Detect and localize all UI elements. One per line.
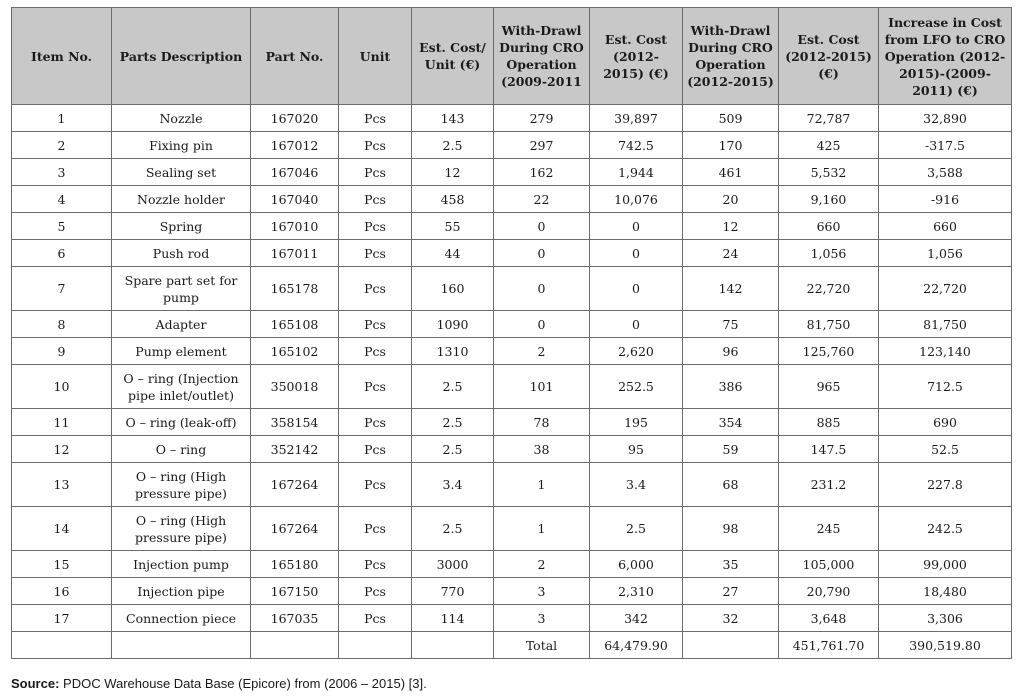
table-cell: 165180 — [251, 551, 339, 578]
table-cell: 10 — [12, 365, 112, 409]
table-cell: 8 — [12, 311, 112, 338]
table-cell: -916 — [879, 186, 1012, 213]
table-cell: Pcs — [339, 463, 412, 507]
table-cell: 10,076 — [590, 186, 683, 213]
table-row — [12, 311, 1012, 338]
column-header: Unit — [339, 8, 412, 105]
table-cell: 142 — [683, 267, 779, 311]
cost-table-container — [11, 7, 1011, 659]
table-cell: 7 — [12, 267, 112, 311]
table-cell: 13 — [12, 463, 112, 507]
table-row — [12, 507, 1012, 551]
table-cell: 354 — [683, 409, 779, 436]
table-cell: 16 — [12, 578, 112, 605]
total-cell: 451,761.70 — [779, 632, 879, 659]
table-cell: 458 — [412, 186, 494, 213]
table-cell: 2.5 — [412, 409, 494, 436]
table-cell: 0 — [494, 311, 590, 338]
table-row — [12, 551, 1012, 578]
table-cell: 350018 — [251, 365, 339, 409]
table-cell: 1 — [494, 463, 590, 507]
table-cell: 160 — [412, 267, 494, 311]
table-cell: Nozzle — [112, 105, 251, 132]
table-cell: 690 — [879, 409, 1012, 436]
table-cell: 0 — [590, 267, 683, 311]
table-cell: 425 — [779, 132, 879, 159]
table-cell: 59 — [683, 436, 779, 463]
table-cell: 2.5 — [412, 436, 494, 463]
table-cell: 0 — [494, 240, 590, 267]
table-cell: 3,306 — [879, 605, 1012, 632]
table-cell: 81,750 — [879, 311, 1012, 338]
table-cell: 3000 — [412, 551, 494, 578]
table-row — [12, 338, 1012, 365]
table-cell: Pcs — [339, 132, 412, 159]
table-cell: 358154 — [251, 409, 339, 436]
table-cell: -317.5 — [879, 132, 1012, 159]
column-header: Est. Cost/ Unit (€) — [412, 8, 494, 105]
table-cell: O – ring — [112, 436, 251, 463]
table-cell: 167264 — [251, 507, 339, 551]
table-cell: 3,648 — [779, 605, 879, 632]
table-cell: 2,620 — [590, 338, 683, 365]
table-cell: 11 — [12, 409, 112, 436]
table-cell: 68 — [683, 463, 779, 507]
table-row — [12, 132, 1012, 159]
table-cell: Pcs — [339, 159, 412, 186]
table-cell: Sealing set — [112, 159, 251, 186]
table-cell: 2 — [494, 338, 590, 365]
table-cell: 38 — [494, 436, 590, 463]
table-cell: 3,588 — [879, 159, 1012, 186]
table-cell: 742.5 — [590, 132, 683, 159]
table-cell: Pcs — [339, 240, 412, 267]
table-cell: 0 — [590, 213, 683, 240]
column-header: Increase in Cost from LFO to CRO Operation (2012-2015)-(2009-2011) (€) — [879, 8, 1012, 105]
table-cell: 386 — [683, 365, 779, 409]
table-cell: 227.8 — [879, 463, 1012, 507]
table-cell: 167010 — [251, 213, 339, 240]
table-cell: Injection pump — [112, 551, 251, 578]
table-row — [12, 365, 1012, 409]
table-cell: 245 — [779, 507, 879, 551]
table-header-row — [12, 8, 1012, 105]
source-text: PDOC Warehouse Data Base (Epicore) from (2006 – 2015) [3]. — [59, 676, 427, 691]
table-cell: 125,760 — [779, 338, 879, 365]
table-cell: O – ring (High pressure pipe) — [112, 507, 251, 551]
table-row — [12, 105, 1012, 132]
table-cell: Pcs — [339, 436, 412, 463]
table-cell: 6 — [12, 240, 112, 267]
table-cell: 461 — [683, 159, 779, 186]
table-row — [12, 186, 1012, 213]
table-cell: 9,160 — [779, 186, 879, 213]
table-cell: 114 — [412, 605, 494, 632]
table-cell: 52.5 — [879, 436, 1012, 463]
table-cell: 297 — [494, 132, 590, 159]
table-cell: 95 — [590, 436, 683, 463]
table-cell: 12 — [412, 159, 494, 186]
table-cell: O – ring (Injection pipe inlet/outlet) — [112, 365, 251, 409]
table-cell: 32,890 — [879, 105, 1012, 132]
table-cell: 4 — [12, 186, 112, 213]
table-cell: 1,944 — [590, 159, 683, 186]
column-header: With-Drawl During CRO Operation (2009-2011 — [494, 8, 590, 105]
table-cell: 2 — [12, 132, 112, 159]
table-cell: 55 — [412, 213, 494, 240]
table-cell: 167011 — [251, 240, 339, 267]
table-cell: 1,056 — [779, 240, 879, 267]
table-cell: 195 — [590, 409, 683, 436]
empty-cell — [251, 632, 339, 659]
table-cell: 9 — [12, 338, 112, 365]
table-row — [12, 605, 1012, 632]
table-cell: 78 — [494, 409, 590, 436]
table-cell: Pcs — [339, 267, 412, 311]
table-cell: 98 — [683, 507, 779, 551]
table-cell: 2,310 — [590, 578, 683, 605]
total-cell: 390,519.80 — [879, 632, 1012, 659]
table-cell: 72,787 — [779, 105, 879, 132]
table-cell: 242.5 — [879, 507, 1012, 551]
table-cell: 75 — [683, 311, 779, 338]
table-row — [12, 240, 1012, 267]
table-cell: 167012 — [251, 132, 339, 159]
table-cell: 231.2 — [779, 463, 879, 507]
table-cell: Pcs — [339, 551, 412, 578]
table-cell: 1090 — [412, 311, 494, 338]
empty-cell — [112, 632, 251, 659]
table-cell: Pcs — [339, 105, 412, 132]
table-row — [12, 267, 1012, 311]
table-row — [12, 463, 1012, 507]
column-header: Est. Cost (2012-2015) (€) — [590, 8, 683, 105]
table-cell: 20 — [683, 186, 779, 213]
table-cell: 165108 — [251, 311, 339, 338]
table-cell: Adapter — [112, 311, 251, 338]
table-cell: Nozzle holder — [112, 186, 251, 213]
empty-cell — [12, 632, 112, 659]
table-cell: 660 — [779, 213, 879, 240]
table-cell: 167150 — [251, 578, 339, 605]
table-cell: Pcs — [339, 338, 412, 365]
table-cell: 3 — [12, 159, 112, 186]
table-row — [12, 159, 1012, 186]
spare-parts-cost-table — [11, 7, 1012, 659]
table-cell: 0 — [590, 311, 683, 338]
table-cell: 0 — [494, 213, 590, 240]
table-cell: 5 — [12, 213, 112, 240]
table-cell: 12 — [683, 213, 779, 240]
table-cell: 3.4 — [590, 463, 683, 507]
table-cell: Pcs — [339, 605, 412, 632]
table-cell: 20,790 — [779, 578, 879, 605]
table-cell: 101 — [494, 365, 590, 409]
table-cell: 27 — [683, 578, 779, 605]
table-cell: Pump element — [112, 338, 251, 365]
total-cell: Total — [494, 632, 590, 659]
table-cell: 1310 — [412, 338, 494, 365]
table-cell: Push rod — [112, 240, 251, 267]
table-cell: 167046 — [251, 159, 339, 186]
table-cell: 167020 — [251, 105, 339, 132]
table-cell: 165102 — [251, 338, 339, 365]
table-cell: 352142 — [251, 436, 339, 463]
table-cell: 1,056 — [879, 240, 1012, 267]
table-cell: 0 — [494, 267, 590, 311]
table-cell: 167040 — [251, 186, 339, 213]
table-cell: 885 — [779, 409, 879, 436]
table-cell: 3 — [494, 605, 590, 632]
table-cell: O – ring (High pressure pipe) — [112, 463, 251, 507]
table-cell: 2.5 — [412, 132, 494, 159]
table-cell: 12 — [12, 436, 112, 463]
table-cell: 1 — [494, 507, 590, 551]
table-cell: 342 — [590, 605, 683, 632]
table-cell: Pcs — [339, 311, 412, 338]
table-cell: 22,720 — [879, 267, 1012, 311]
table-cell: 170 — [683, 132, 779, 159]
table-cell: 35 — [683, 551, 779, 578]
empty-cell — [412, 632, 494, 659]
table-cell: Injection pipe — [112, 578, 251, 605]
table-cell: 1 — [12, 105, 112, 132]
table-cell: 44 — [412, 240, 494, 267]
table-cell: Pcs — [339, 409, 412, 436]
table-cell: 99,000 — [879, 551, 1012, 578]
total-cell: 64,479.90 — [590, 632, 683, 659]
column-header: Part No. — [251, 8, 339, 105]
table-row — [12, 578, 1012, 605]
table-cell: 147.5 — [779, 436, 879, 463]
table-row — [12, 213, 1012, 240]
table-cell: 2.5 — [412, 507, 494, 551]
table-cell: 3 — [494, 578, 590, 605]
table-cell: 39,897 — [590, 105, 683, 132]
table-cell: 279 — [494, 105, 590, 132]
table-cell: 252.5 — [590, 365, 683, 409]
table-cell: 6,000 — [590, 551, 683, 578]
table-cell: 2 — [494, 551, 590, 578]
table-cell: Fixing pin — [112, 132, 251, 159]
empty-cell — [339, 632, 412, 659]
column-header: Est. Cost (2012-2015) (€) — [779, 8, 879, 105]
table-cell: 123,140 — [879, 338, 1012, 365]
table-cell: 105,000 — [779, 551, 879, 578]
table-cell: 165178 — [251, 267, 339, 311]
column-header: With-Drawl During CRO Operation (2012-2015) — [683, 8, 779, 105]
table-cell: 167035 — [251, 605, 339, 632]
empty-cell — [683, 632, 779, 659]
table-cell: 509 — [683, 105, 779, 132]
table-cell: 143 — [412, 105, 494, 132]
table-cell: 162 — [494, 159, 590, 186]
table-cell: 17 — [12, 605, 112, 632]
table-row — [12, 436, 1012, 463]
table-row — [12, 409, 1012, 436]
table-cell: Pcs — [339, 365, 412, 409]
source-note — [11, 676, 427, 691]
table-cell: Pcs — [339, 213, 412, 240]
table-cell: 0 — [590, 240, 683, 267]
table-cell: 81,750 — [779, 311, 879, 338]
source-label: Source: — [11, 676, 60, 691]
table-cell: O – ring (leak-off) — [112, 409, 251, 436]
table-cell: 167264 — [251, 463, 339, 507]
table-cell: Pcs — [339, 578, 412, 605]
table-total-row — [12, 632, 1012, 659]
table-cell: 15 — [12, 551, 112, 578]
table-cell: Pcs — [339, 507, 412, 551]
table-cell: 965 — [779, 365, 879, 409]
table-cell: 770 — [412, 578, 494, 605]
table-cell: 5,532 — [779, 159, 879, 186]
table-cell: 3.4 — [412, 463, 494, 507]
column-header: Parts Description — [112, 8, 251, 105]
table-cell: 24 — [683, 240, 779, 267]
table-cell: 2.5 — [412, 365, 494, 409]
table-cell: Pcs — [339, 186, 412, 213]
column-header: Item No. — [12, 8, 112, 105]
table-cell: 712.5 — [879, 365, 1012, 409]
table-cell: 660 — [879, 213, 1012, 240]
table-cell: 32 — [683, 605, 779, 632]
table-cell: 2.5 — [590, 507, 683, 551]
table-body — [12, 105, 1012, 659]
table-cell: 14 — [12, 507, 112, 551]
table-cell: Connection piece — [112, 605, 251, 632]
table-cell: Spare part set for pump — [112, 267, 251, 311]
table-cell: 22,720 — [779, 267, 879, 311]
table-cell: 22 — [494, 186, 590, 213]
table-cell: 18,480 — [879, 578, 1012, 605]
table-cell: Spring — [112, 213, 251, 240]
table-cell: 96 — [683, 338, 779, 365]
